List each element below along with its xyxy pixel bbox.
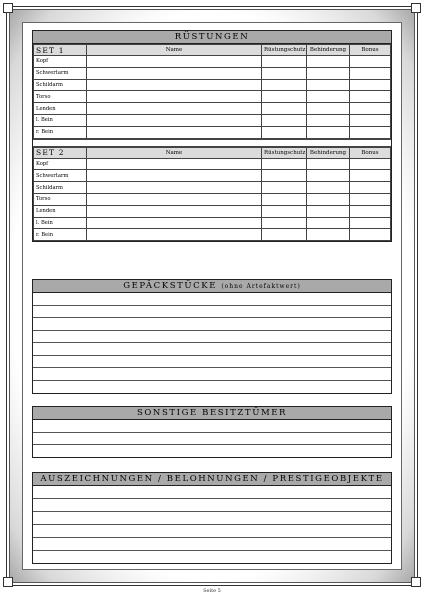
writing-line[interactable] bbox=[33, 499, 391, 512]
name-cell[interactable] bbox=[87, 56, 262, 68]
protection-cell[interactable] bbox=[262, 79, 307, 91]
set-separator bbox=[33, 139, 391, 147]
writing-line[interactable] bbox=[33, 318, 391, 331]
row-label: Schwertarm bbox=[34, 170, 87, 182]
writing-line[interactable] bbox=[33, 551, 391, 563]
row-label: Kopf bbox=[34, 158, 87, 170]
armor-set-1-table bbox=[33, 44, 391, 139]
row-label: Schildarm bbox=[34, 79, 87, 91]
bonus-cell[interactable] bbox=[350, 182, 391, 194]
table-row bbox=[34, 193, 391, 205]
col-protection: Rüstungschutz bbox=[262, 45, 307, 56]
bonus-cell[interactable] bbox=[350, 103, 391, 115]
protection-cell[interactable] bbox=[262, 126, 307, 138]
writing-line[interactable] bbox=[33, 512, 391, 525]
table-row bbox=[34, 114, 391, 126]
bonus-cell[interactable] bbox=[350, 158, 391, 170]
luggage-title-text: GEPÄCKSTÜCKE bbox=[123, 281, 218, 291]
luggage-section bbox=[32, 279, 392, 394]
writing-line[interactable] bbox=[33, 343, 391, 356]
armor-set-2-table bbox=[33, 147, 391, 242]
table-row bbox=[34, 126, 391, 138]
awards-title: AUSZEICHNUNGEN / BELOHNUNGEN / PRESTIGEOBJEKTE bbox=[33, 473, 391, 486]
table-row bbox=[34, 67, 391, 79]
encumbrance-cell[interactable] bbox=[307, 229, 350, 241]
armor-section bbox=[32, 30, 392, 242]
encumbrance-cell[interactable] bbox=[307, 182, 350, 194]
row-label: Schildarm bbox=[34, 182, 87, 194]
armor-title: RÜSTUNGEN bbox=[33, 31, 391, 44]
corner-ornament bbox=[411, 3, 421, 13]
row-label: r. Bein bbox=[34, 229, 87, 241]
writing-line[interactable] bbox=[33, 486, 391, 499]
table-row bbox=[34, 205, 391, 217]
bonus-cell[interactable] bbox=[350, 229, 391, 241]
encumbrance-cell[interactable] bbox=[307, 56, 350, 68]
writing-line[interactable] bbox=[33, 356, 391, 369]
bonus-cell[interactable] bbox=[350, 170, 391, 182]
luggage-subtitle: (ohne Artefaktwert) bbox=[221, 283, 301, 290]
protection-cell[interactable] bbox=[262, 158, 307, 170]
page-number: Seite 5 bbox=[203, 588, 221, 594]
bonus-cell[interactable] bbox=[350, 193, 391, 205]
name-cell[interactable] bbox=[87, 205, 262, 217]
encumbrance-cell[interactable] bbox=[307, 103, 350, 115]
name-cell[interactable] bbox=[87, 91, 262, 103]
writing-line[interactable] bbox=[33, 381, 391, 394]
col-name: Name bbox=[87, 147, 262, 158]
luggage-lines bbox=[33, 293, 391, 393]
name-cell[interactable] bbox=[87, 170, 262, 182]
bonus-cell[interactable] bbox=[350, 126, 391, 138]
bonus-cell[interactable] bbox=[350, 56, 391, 68]
table-row bbox=[34, 158, 391, 170]
encumbrance-cell[interactable] bbox=[307, 114, 350, 126]
name-cell[interactable] bbox=[87, 182, 262, 194]
writing-line[interactable] bbox=[33, 293, 391, 306]
row-label: Torso bbox=[34, 193, 87, 205]
protection-cell[interactable] bbox=[262, 217, 307, 229]
corner-ornament bbox=[3, 3, 13, 13]
luggage-title bbox=[33, 280, 391, 293]
name-cell[interactable] bbox=[87, 103, 262, 115]
armor-header-row bbox=[34, 45, 391, 56]
encumbrance-cell[interactable] bbox=[307, 217, 350, 229]
name-cell[interactable] bbox=[87, 229, 262, 241]
name-cell[interactable] bbox=[87, 217, 262, 229]
bonus-cell[interactable] bbox=[350, 205, 391, 217]
writing-line[interactable] bbox=[33, 306, 391, 319]
possessions-section bbox=[32, 406, 392, 458]
writing-line[interactable] bbox=[33, 368, 391, 381]
col-encumbrance: Behinderung bbox=[307, 147, 350, 158]
writing-line[interactable] bbox=[33, 525, 391, 538]
table-row bbox=[34, 79, 391, 91]
row-label: Torso bbox=[34, 91, 87, 103]
table-row bbox=[34, 182, 391, 194]
writing-line[interactable] bbox=[33, 433, 391, 446]
awards-section bbox=[32, 472, 392, 564]
set-label: SET 2 bbox=[34, 147, 87, 158]
encumbrance-cell[interactable] bbox=[307, 205, 350, 217]
protection-cell[interactable] bbox=[262, 182, 307, 194]
encumbrance-cell[interactable] bbox=[307, 126, 350, 138]
writing-line[interactable] bbox=[33, 420, 391, 433]
col-protection: Rüstungschutz bbox=[262, 147, 307, 158]
writing-line[interactable] bbox=[33, 445, 391, 457]
col-bonus: Bonus bbox=[350, 45, 391, 56]
corner-ornament bbox=[3, 577, 13, 587]
protection-cell[interactable] bbox=[262, 193, 307, 205]
protection-cell[interactable] bbox=[262, 114, 307, 126]
protection-cell[interactable] bbox=[262, 103, 307, 115]
table-row bbox=[34, 56, 391, 68]
possessions-title: SONSTIGE BESITZTÜMER bbox=[33, 407, 391, 420]
writing-line[interactable] bbox=[33, 331, 391, 344]
bonus-cell[interactable] bbox=[350, 91, 391, 103]
table-row bbox=[34, 229, 391, 241]
armor-header-row bbox=[34, 147, 391, 158]
name-cell[interactable] bbox=[87, 79, 262, 91]
encumbrance-cell[interactable] bbox=[307, 67, 350, 79]
row-label: Lenden bbox=[34, 205, 87, 217]
table-row bbox=[34, 217, 391, 229]
row-label: Schwertarm bbox=[34, 67, 87, 79]
encumbrance-cell[interactable] bbox=[307, 193, 350, 205]
protection-cell[interactable] bbox=[262, 170, 307, 182]
table-row bbox=[34, 170, 391, 182]
awards-lines bbox=[33, 486, 391, 563]
protection-cell[interactable] bbox=[262, 91, 307, 103]
bonus-cell[interactable] bbox=[350, 114, 391, 126]
row-label: l. Bein bbox=[34, 114, 87, 126]
bonus-cell[interactable] bbox=[350, 67, 391, 79]
row-label: r. Bein bbox=[34, 126, 87, 138]
bonus-cell[interactable] bbox=[350, 217, 391, 229]
writing-line[interactable] bbox=[33, 538, 391, 551]
row-label: Lenden bbox=[34, 103, 87, 115]
protection-cell[interactable] bbox=[262, 229, 307, 241]
name-cell[interactable] bbox=[87, 193, 262, 205]
name-cell[interactable] bbox=[87, 158, 262, 170]
row-label: l. Bein bbox=[34, 217, 87, 229]
encumbrance-cell[interactable] bbox=[307, 170, 350, 182]
set-label: SET 1 bbox=[34, 45, 87, 56]
name-cell[interactable] bbox=[87, 67, 262, 79]
bonus-cell[interactable] bbox=[350, 79, 391, 91]
table-row bbox=[34, 91, 391, 103]
protection-cell[interactable] bbox=[262, 67, 307, 79]
possessions-lines bbox=[33, 420, 391, 457]
name-cell[interactable] bbox=[87, 114, 262, 126]
protection-cell[interactable] bbox=[262, 56, 307, 68]
name-cell[interactable] bbox=[87, 126, 262, 138]
col-encumbrance: Behinderung bbox=[307, 45, 350, 56]
encumbrance-cell[interactable] bbox=[307, 158, 350, 170]
encumbrance-cell[interactable] bbox=[307, 79, 350, 91]
corner-ornament bbox=[411, 577, 421, 587]
encumbrance-cell[interactable] bbox=[307, 91, 350, 103]
col-bonus: Bonus bbox=[350, 147, 391, 158]
protection-cell[interactable] bbox=[262, 205, 307, 217]
row-label: Kopf bbox=[34, 56, 87, 68]
col-name: Name bbox=[87, 45, 262, 56]
table-row bbox=[34, 103, 391, 115]
